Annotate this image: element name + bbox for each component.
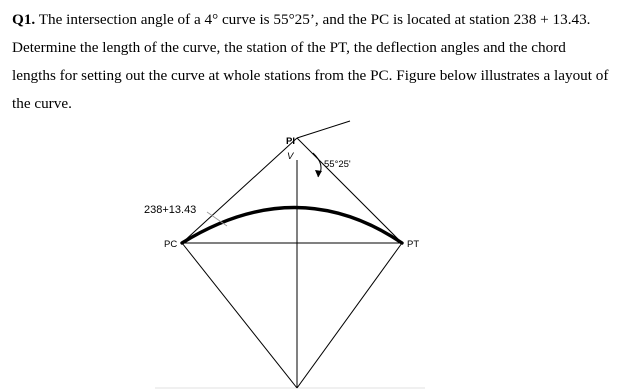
back-tangent-line (182, 138, 297, 243)
pc-radius-line (182, 243, 297, 388)
v-label: V (287, 151, 294, 162)
deflection-angle-arrowhead (315, 170, 322, 177)
pt-label: PT (407, 239, 420, 250)
question-text: The intersection angle of a 4° curve is 55°25’, and the PC is located at station 238 + 13.43. Determine the length of the curve, the station of the PT, the deflection angles and the chord lengths for setting out the curve at whole stations from the PC. Figure below illustrates a layout of the curve. (12, 11, 609, 112)
pt-radius-line (297, 243, 402, 388)
question-number: Q1. (12, 11, 36, 28)
angle-label: 55°25' (324, 159, 351, 170)
back-tangent-extension (297, 121, 350, 138)
forward-tangent-line (297, 138, 402, 243)
station-label: 238+13.43 (144, 204, 197, 216)
pc-label: PC (164, 239, 178, 250)
pi-label: PI (286, 136, 295, 147)
